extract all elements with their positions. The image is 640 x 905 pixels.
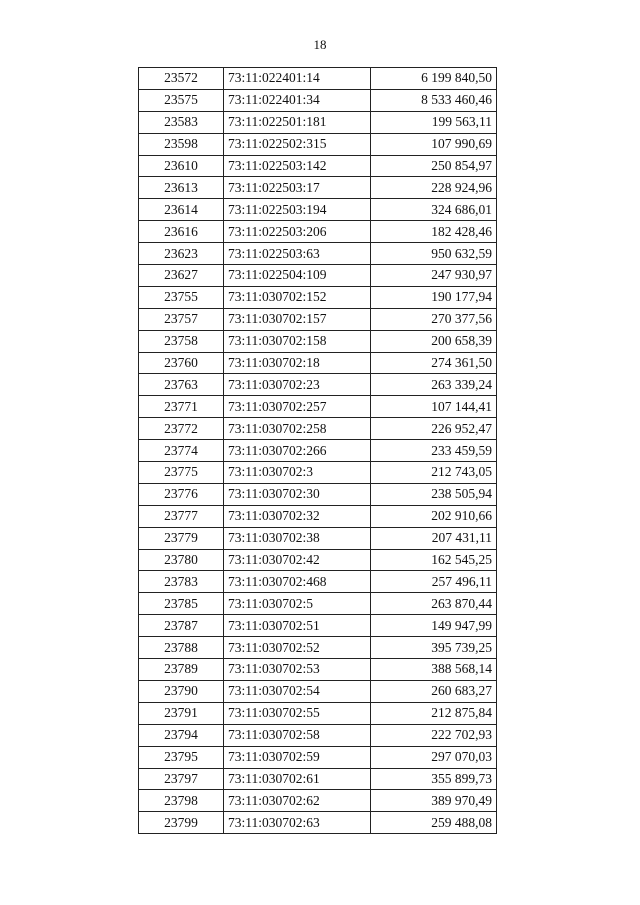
- table-row: [139, 462, 497, 484]
- row-number-cell: 23790: [139, 680, 224, 702]
- row-number-cell: 23760: [139, 352, 224, 374]
- table-row: [139, 243, 497, 265]
- row-number-cell: 23572: [139, 68, 224, 90]
- value-cell: 6 199 840,50: [371, 68, 497, 90]
- cadastral-number-cell: 73:11:030702:157: [224, 308, 371, 330]
- row-number-cell: 23799: [139, 812, 224, 834]
- row-number-cell: 23795: [139, 746, 224, 768]
- cadastral-number-cell: 73:11:030702:258: [224, 418, 371, 440]
- table-row: [139, 637, 497, 659]
- data-table: [138, 67, 497, 834]
- row-number-cell: 23771: [139, 396, 224, 418]
- cadastral-number-cell: 73:11:030702:257: [224, 396, 371, 418]
- value-cell: 212 743,05: [371, 462, 497, 484]
- row-number-cell: 23797: [139, 768, 224, 790]
- table-row: [139, 155, 497, 177]
- row-number-cell: 23616: [139, 221, 224, 243]
- row-number-cell: 23789: [139, 659, 224, 681]
- row-number-cell: 23614: [139, 199, 224, 221]
- cadastral-number-cell: 73:11:030702:23: [224, 374, 371, 396]
- table-row: [139, 89, 497, 111]
- value-cell: 226 952,47: [371, 418, 497, 440]
- row-number-cell: 23788: [139, 637, 224, 659]
- value-cell: 324 686,01: [371, 199, 497, 221]
- value-cell: 200 658,39: [371, 330, 497, 352]
- table-row: [139, 549, 497, 571]
- value-cell: 257 496,11: [371, 571, 497, 593]
- table-row: [139, 593, 497, 615]
- table-row: [139, 724, 497, 746]
- value-cell: 263 339,24: [371, 374, 497, 396]
- row-number-cell: 23798: [139, 790, 224, 812]
- value-cell: 274 361,50: [371, 352, 497, 374]
- cadastral-number-cell: 73:11:030702:54: [224, 680, 371, 702]
- cadastral-number-cell: 73:11:030702:32: [224, 505, 371, 527]
- row-number-cell: 23777: [139, 505, 224, 527]
- cadastral-number-cell: 73:11:022501:181: [224, 111, 371, 133]
- cadastral-number-cell: 73:11:030702:5: [224, 593, 371, 615]
- value-cell: 233 459,59: [371, 440, 497, 462]
- row-number-cell: 23783: [139, 571, 224, 593]
- table-row: [139, 374, 497, 396]
- table-row: [139, 483, 497, 505]
- value-cell: 260 683,27: [371, 680, 497, 702]
- table-row: [139, 768, 497, 790]
- table-row: [139, 440, 497, 462]
- value-cell: 263 870,44: [371, 593, 497, 615]
- table-row: [139, 527, 497, 549]
- value-cell: 238 505,94: [371, 483, 497, 505]
- table-row: [139, 505, 497, 527]
- cadastral-number-cell: 73:11:022401:14: [224, 68, 371, 90]
- value-cell: 228 924,96: [371, 177, 497, 199]
- table-row: [139, 680, 497, 702]
- value-cell: 950 632,59: [371, 243, 497, 265]
- value-cell: 182 428,46: [371, 221, 497, 243]
- value-cell: 149 947,99: [371, 615, 497, 637]
- value-cell: 8 533 460,46: [371, 89, 497, 111]
- cadastral-number-cell: 73:11:030702:62: [224, 790, 371, 812]
- value-cell: 247 930,97: [371, 265, 497, 287]
- row-number-cell: 23627: [139, 265, 224, 287]
- row-number-cell: 23755: [139, 286, 224, 308]
- cadastral-number-cell: 73:11:022503:63: [224, 243, 371, 265]
- row-number-cell: 23791: [139, 702, 224, 724]
- value-cell: 395 739,25: [371, 637, 497, 659]
- value-cell: 199 563,11: [371, 111, 497, 133]
- row-number-cell: 23763: [139, 374, 224, 396]
- value-cell: 389 970,49: [371, 790, 497, 812]
- row-number-cell: 23780: [139, 549, 224, 571]
- value-cell: 212 875,84: [371, 702, 497, 724]
- value-cell: 259 488,08: [371, 812, 497, 834]
- cadastral-number-cell: 73:11:030702:59: [224, 746, 371, 768]
- value-cell: 207 431,11: [371, 527, 497, 549]
- row-number-cell: 23583: [139, 111, 224, 133]
- cadastral-number-cell: 73:11:030702:158: [224, 330, 371, 352]
- cadastral-number-cell: 73:11:030702:38: [224, 527, 371, 549]
- table-row: [139, 418, 497, 440]
- table-row: [139, 812, 497, 834]
- table-row: [139, 221, 497, 243]
- table-row: [139, 286, 497, 308]
- cadastral-number-cell: 73:11:030702:18: [224, 352, 371, 374]
- cadastral-number-cell: 73:11:030702:52: [224, 637, 371, 659]
- table-body: [139, 68, 497, 834]
- value-cell: 250 854,97: [371, 155, 497, 177]
- cadastral-number-cell: 73:11:030702:58: [224, 724, 371, 746]
- table-row: [139, 396, 497, 418]
- table-row: [139, 199, 497, 221]
- table-row: [139, 352, 497, 374]
- table-row: [139, 265, 497, 287]
- row-number-cell: 23779: [139, 527, 224, 549]
- table-row: [139, 702, 497, 724]
- row-number-cell: 23776: [139, 483, 224, 505]
- row-number-cell: 23774: [139, 440, 224, 462]
- cadastral-number-cell: 73:11:022503:142: [224, 155, 371, 177]
- table-row: [139, 746, 497, 768]
- cadastral-number-cell: 73:11:030702:61: [224, 768, 371, 790]
- cadastral-number-cell: 73:11:030702:55: [224, 702, 371, 724]
- row-number-cell: 23794: [139, 724, 224, 746]
- table-row: [139, 790, 497, 812]
- row-number-cell: 23623: [139, 243, 224, 265]
- cadastral-number-cell: 73:11:030702:30: [224, 483, 371, 505]
- cadastral-number-cell: 73:11:022504:109: [224, 265, 371, 287]
- cadastral-number-cell: 73:11:022503:194: [224, 199, 371, 221]
- table-row: [139, 330, 497, 352]
- row-number-cell: 23775: [139, 462, 224, 484]
- cadastral-number-cell: 73:11:030702:63: [224, 812, 371, 834]
- value-cell: 222 702,93: [371, 724, 497, 746]
- cadastral-number-cell: 73:11:030702:53: [224, 659, 371, 681]
- cadastral-number-cell: 73:11:030702:3: [224, 462, 371, 484]
- value-cell: 190 177,94: [371, 286, 497, 308]
- value-cell: 107 144,41: [371, 396, 497, 418]
- cadastral-number-cell: 73:11:030702:468: [224, 571, 371, 593]
- value-cell: 202 910,66: [371, 505, 497, 527]
- value-cell: 162 545,25: [371, 549, 497, 571]
- row-number-cell: 23785: [139, 593, 224, 615]
- table-row: [139, 133, 497, 155]
- row-number-cell: 23758: [139, 330, 224, 352]
- table-row: [139, 571, 497, 593]
- value-cell: 297 070,03: [371, 746, 497, 768]
- row-number-cell: 23757: [139, 308, 224, 330]
- table-row: [139, 659, 497, 681]
- row-number-cell: 23575: [139, 89, 224, 111]
- cadastral-number-cell: 73:11:030702:51: [224, 615, 371, 637]
- value-cell: 107 990,69: [371, 133, 497, 155]
- row-number-cell: 23610: [139, 155, 224, 177]
- cadastral-number-cell: 73:11:022401:34: [224, 89, 371, 111]
- cadastral-number-cell: 73:11:030702:266: [224, 440, 371, 462]
- value-cell: 270 377,56: [371, 308, 497, 330]
- cadastral-number-cell: 73:11:030702:152: [224, 286, 371, 308]
- table-row: [139, 111, 497, 133]
- cadastral-number-cell: 73:11:030702:42: [224, 549, 371, 571]
- table-row: [139, 68, 497, 90]
- value-cell: 355 899,73: [371, 768, 497, 790]
- row-number-cell: 23613: [139, 177, 224, 199]
- row-number-cell: 23772: [139, 418, 224, 440]
- row-number-cell: 23598: [139, 133, 224, 155]
- page-number: 18: [313, 37, 327, 52]
- row-number-cell: 23787: [139, 615, 224, 637]
- cadastral-number-cell: 73:11:022503:17: [224, 177, 371, 199]
- value-cell: 388 568,14: [371, 659, 497, 681]
- table-row: [139, 615, 497, 637]
- cadastral-number-cell: 73:11:022502:315: [224, 133, 371, 155]
- table-row: [139, 177, 497, 199]
- table-row: [139, 308, 497, 330]
- cadastral-number-cell: 73:11:022503:206: [224, 221, 371, 243]
